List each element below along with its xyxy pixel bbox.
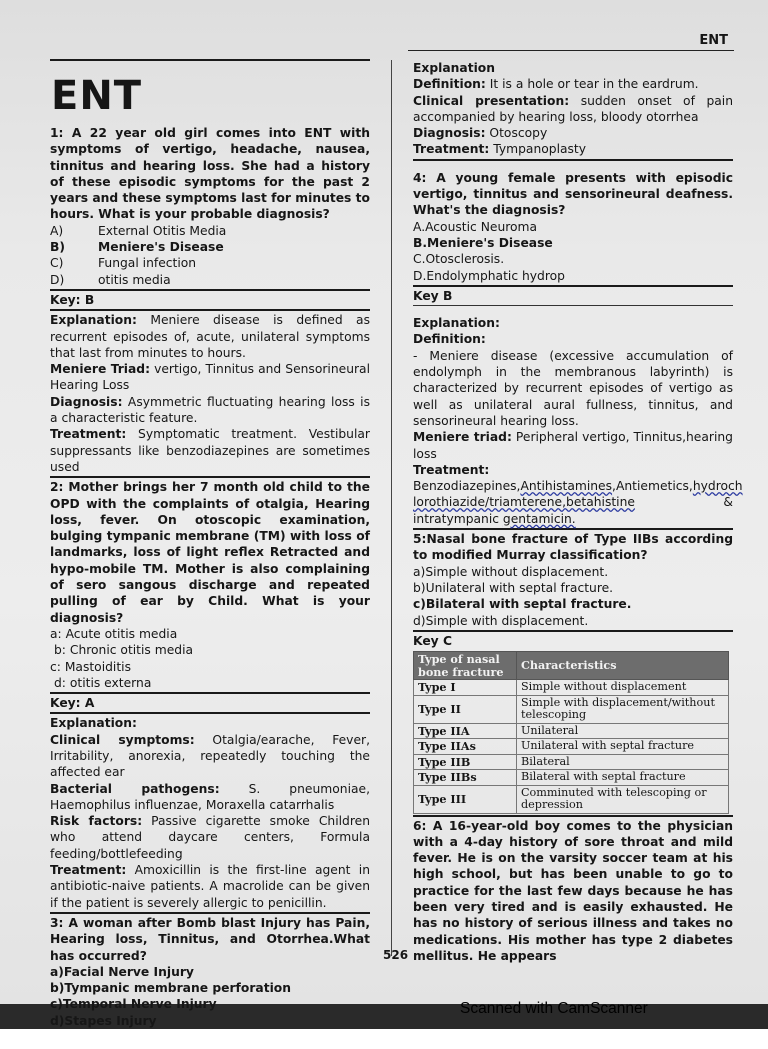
q5-option-a: a)Simple without displacement.	[413, 564, 609, 579]
left-column	[50, 58, 370, 1049]
q4-option-a: A.Acoustic Neuroma	[413, 219, 538, 234]
q1-option-d: D) otitis media	[50, 272, 171, 287]
q4-definition-label: Definition:	[413, 332, 486, 347]
table-row: Type I Simple without displacement	[414, 680, 729, 696]
q5-option-d: d)Simple with displacement.	[413, 613, 589, 628]
table-row: Type IIA Unilateral	[414, 723, 729, 739]
q5-key: Key C	[413, 633, 452, 648]
q3-diagnosis: Diagnosis: Otoscopy	[413, 126, 548, 141]
q2-option-d: d: otitis externa	[54, 675, 152, 690]
q1-option-c: C) Fungal infection	[50, 256, 197, 271]
question-2: 2: Mother brings her 7 month old child to the OPD with the complaints of otalgia, Hearing loss, fever. On otoscopic examination, bulging tympanic membrane (TM) with loss of landmarks, loss of light reflex Retracted and hypo-mobile TM. Mother is also complaining of sero sangous discharge and repeated pulling of ear by Child. What is your diagnosis?	[50, 480, 370, 625]
q3-option-b: b)Tympanic membrane perforation	[50, 981, 291, 996]
top-rule	[50, 59, 370, 61]
q3-option-a: a)Facial Nerve Injury	[50, 964, 194, 979]
q2-symptoms: Clinical symptoms: Otalgia/earache, Fever, Irritability, anorexia, repeatedly touching the affected ear	[50, 732, 370, 780]
question-4: 4: A young female presents with episodic vertigo, tinnitus and sensorineural deafness. What's the diagnosis?	[413, 170, 733, 218]
question-3: 3: A woman after Bomb blast Injury has Pain, Hearing loss, Tinnitus, and Otorrhea.What has occurred?	[50, 915, 370, 963]
murray-classification-table	[413, 651, 729, 814]
q2-treatment: Treatment: Amoxicillin is the first-line agent in antibiotic-naive patients. A macrolide can be given if the patient is severely allergic to penicillin.	[50, 863, 370, 910]
q4-option-b: B.Meniere's Disease	[413, 235, 553, 250]
q1-treatment: Treatment: Symptomatic treatment. Vestibular suppressants like benzodiazepines are sometimes used	[50, 427, 370, 474]
q1-option-b: B) Meniere's Disease	[50, 240, 224, 255]
question-1: 1: A 22 year old girl comes into ENT with symptoms of vertigo, headache, nausea, tinnitus and hearing loss. She had a history of these episodic symptoms for the past 2 years and these symptoms last for minutes to hours. What is your probable diagnosis?	[50, 126, 370, 222]
column-divider	[391, 60, 392, 956]
question-5: 5:Nasal bone fracture of Type IIBs according to modified Murray classification?	[413, 532, 733, 563]
table-header-type: Type of nasal bone fracture	[414, 652, 517, 680]
q1-explanation: Explanation: Meniere disease is defined as recurrent episodes of, acute, unilateral symptoms that last from minutes to hours.	[50, 313, 370, 360]
scanner-footer	[0, 1029, 768, 1049]
q3-option-d: d)Stapes Injury	[50, 1013, 157, 1028]
q3-option-c: c)Temporal Nerve Injury	[50, 997, 217, 1012]
q1-option-a: A) External Otitis Media	[50, 223, 227, 238]
q5-option-c: c)Bilateral with septal fracture.	[413, 597, 632, 612]
page-title: ENT	[51, 73, 143, 119]
q4-explanation-label: Explanation:	[413, 316, 500, 331]
q4-treatment-label: Treatment:	[413, 462, 490, 477]
q3-treatment: Treatment: Tympanoplasty	[413, 142, 587, 157]
table-row: Type IIBs Bilateral with septal fracture	[414, 770, 729, 786]
scanner-watermark: Scanned with CamScanner	[460, 1000, 648, 1017]
table-header-characteristics: Characteristics	[517, 652, 729, 680]
q4-triad: Meniere triad: Peripheral vertigo, Tinnitus,hearing loss	[413, 430, 733, 461]
question-6: 6: A 16-year-old boy comes to the physician with a 4-day history of sore throat and mild fever. He is on the varsity soccer team at his high school, but has been unable to go to practice for the last few days because he has been very tired and is easily exhausted. He has no history of serious illness and takes no medications. His mother has type 2 diabetes mellitus. He appears	[413, 818, 733, 963]
q4-definition: - Meniere disease (excessive accumulation of endolymph in the membranous labyrinth) is characterized by recurrent episodes of vertigo as well as unilateral aural fullness, tinnitus, and sensorineural hearing loss.	[413, 348, 733, 428]
q2-option-a: a: Acute otitis media	[50, 626, 178, 641]
q4-option-d: D.Endolymphatic hydrop	[413, 268, 565, 283]
table-row: Type III Comminuted with telescoping or depression	[414, 785, 729, 813]
q1-triad: Meniere Triad: vertigo, Tinnitus and Sensorineural Hearing Loss	[50, 362, 370, 393]
page-number: 526	[383, 948, 409, 962]
q2-option-b: b: Chronic otitis media	[54, 643, 194, 658]
q4-treatment: Benzodiazepines,Antihistamines,Antiemetics,hydroch lorothiazide/triamterene,betahistine & intratympanic gentamicin.	[413, 479, 743, 526]
q3-definition: Definition: It is a hole or tear in the eardrum.	[413, 77, 699, 92]
q2-pathogens: Bacterial pathogens: S. pneumoniae, Haemophilus influenzae, Moraxella catarrhalis	[50, 781, 370, 812]
q3-explanation-label: Explanation	[413, 61, 495, 75]
q4-key: Key B	[413, 288, 453, 303]
table-row: Type IIB Bilateral	[414, 754, 729, 770]
table-row: Type IIAs Unilateral with septal fracture	[414, 739, 729, 755]
q2-explanation-label: Explanation:	[50, 716, 137, 731]
q3-presentation: Clinical presentation: sudden onset of pain accompanied by hearing loss, bloody otorrhea	[413, 93, 733, 124]
q2-risk-factors: Risk factors: Passive cigarette smoke Children who attend daycare centers, Formula feeding/bottlefeeding	[50, 814, 370, 861]
header-rule	[408, 50, 734, 51]
table-row: Type II Simple with displacement/without telescoping	[414, 695, 729, 723]
q2-option-c: c: Mastoiditis	[50, 659, 131, 674]
q4-option-c: C.Otosclerosis.	[413, 252, 505, 267]
table-header-row	[414, 652, 729, 680]
q1-diagnosis: Diagnosis: Asymmetric fluctuating hearing loss is a characteristic feature.	[50, 394, 370, 426]
running-header: ENT	[699, 33, 728, 48]
q5-option-b: b)Unilateral with septal fracture.	[413, 580, 614, 595]
q2-key: Key: A	[50, 696, 95, 711]
right-column	[413, 60, 743, 964]
q1-key: Key: B	[50, 292, 95, 307]
